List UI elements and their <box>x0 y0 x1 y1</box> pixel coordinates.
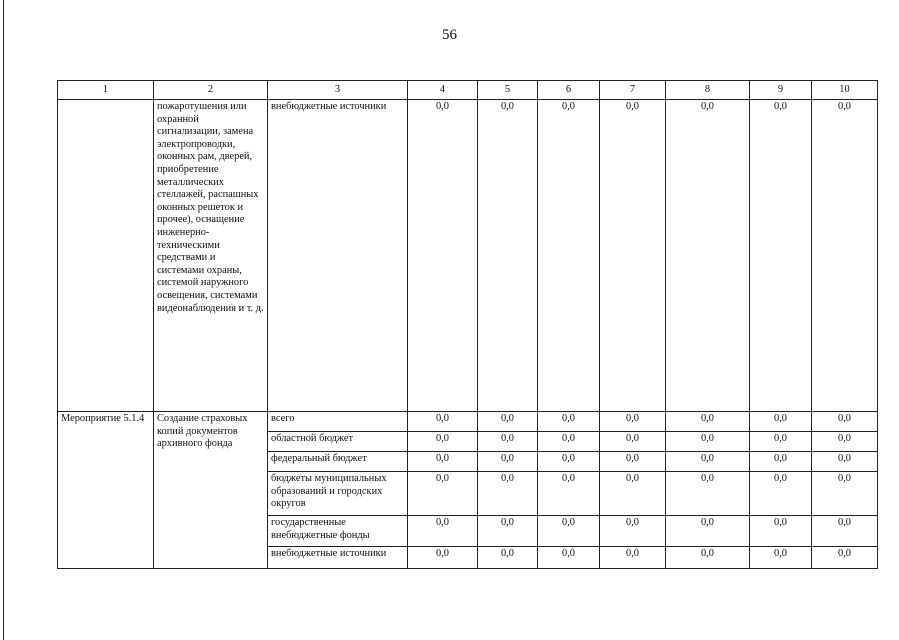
value-cell: 0,0 <box>538 472 600 516</box>
value-cell: 0,0 <box>750 472 812 516</box>
measure-name-cell <box>58 100 154 412</box>
header-cell: 5 <box>478 81 538 100</box>
value-cell: 0,0 <box>408 412 478 432</box>
header-cell: 10 <box>812 81 878 100</box>
funding-source: федеральный бюджет <box>268 452 408 472</box>
value-cell: 0,0 <box>408 100 478 412</box>
value-cell: 0,0 <box>538 516 600 547</box>
value-cell: 0,0 <box>750 100 812 412</box>
value-cell: 0,0 <box>666 472 750 516</box>
value-cell: 0,0 <box>666 516 750 547</box>
value-cell: 0,0 <box>478 472 538 516</box>
table-row <box>58 100 878 412</box>
value-cell: 0,0 <box>666 452 750 472</box>
value-cell: 0,0 <box>666 547 750 569</box>
funding-source: областной бюджет <box>268 432 408 452</box>
value-cell: 0,0 <box>600 472 666 516</box>
value-cell: 0,0 <box>666 412 750 432</box>
value-cell: 0,0 <box>538 432 600 452</box>
value-cell: 0,0 <box>812 412 878 432</box>
value-cell: 0,0 <box>478 432 538 452</box>
value-cell: 0,0 <box>750 516 812 547</box>
value-cell: 0,0 <box>812 100 878 412</box>
funding-source: государственные внебюджетные фонды <box>268 516 408 547</box>
value-cell: 0,0 <box>538 547 600 569</box>
value-cell: 0,0 <box>408 547 478 569</box>
header-cell: 7 <box>600 81 666 100</box>
value-cell: 0,0 <box>666 432 750 452</box>
header-cell: 9 <box>750 81 812 100</box>
funding-source: всего <box>268 412 408 432</box>
value-cell: 0,0 <box>812 547 878 569</box>
header-row <box>58 81 878 100</box>
value-cell: 0,0 <box>812 432 878 452</box>
value-cell: 0,0 <box>478 412 538 432</box>
header-cell: 8 <box>666 81 750 100</box>
value-cell: 0,0 <box>600 412 666 432</box>
measure-name: Мероприятие 5.1.4 <box>58 412 154 569</box>
value-cell: 0,0 <box>408 516 478 547</box>
value-cell: 0,0 <box>600 452 666 472</box>
value-cell: 0,0 <box>478 547 538 569</box>
budget-table <box>57 80 878 569</box>
value-cell: 0,0 <box>478 516 538 547</box>
value-cell: 0,0 <box>600 547 666 569</box>
value-cell: 0,0 <box>750 547 812 569</box>
funding-source: бюджеты муниципальных образований и городских округов <box>268 472 408 516</box>
value-cell: 0,0 <box>812 516 878 547</box>
measure-description: Создание страховых копий документов архивного фонда <box>154 412 268 569</box>
value-cell: 0,0 <box>408 452 478 472</box>
value-cell: 0,0 <box>750 432 812 452</box>
measure-description: пожаротушения или охранной сигнализации, замена электропроводки, оконных рам, дверей, приобретение металлических стеллажей, распашных оконных решеток и прочее), оснащение инженерно-техническими средствами и системами охраны, системой наружного освещения, системами видеонаблюдения и т. д. <box>154 100 268 412</box>
value-cell: 0,0 <box>600 432 666 452</box>
header-cell: 4 <box>408 81 478 100</box>
funding-source: внебюджетные источники <box>268 547 408 569</box>
value-cell: 0,0 <box>538 452 600 472</box>
page-number: 56 <box>442 27 457 43</box>
value-cell: 0,0 <box>750 452 812 472</box>
page-left-border <box>3 0 4 640</box>
value-cell: 0,0 <box>812 452 878 472</box>
funding-source: внебюджетные источники <box>268 100 408 412</box>
value-cell: 0,0 <box>538 100 600 412</box>
value-cell: 0,0 <box>750 412 812 432</box>
header-cell: 6 <box>538 81 600 100</box>
value-cell: 0,0 <box>478 100 538 412</box>
value-cell: 0,0 <box>812 472 878 516</box>
table-row <box>58 412 878 432</box>
value-cell: 0,0 <box>600 100 666 412</box>
value-cell: 0,0 <box>538 412 600 432</box>
value-cell: 0,0 <box>666 100 750 412</box>
value-cell: 0,0 <box>408 472 478 516</box>
header-cell: 3 <box>268 81 408 100</box>
value-cell: 0,0 <box>478 452 538 472</box>
value-cell: 0,0 <box>600 516 666 547</box>
header-cell: 2 <box>154 81 268 100</box>
value-cell: 0,0 <box>408 432 478 452</box>
header-cell: 1 <box>58 81 154 100</box>
